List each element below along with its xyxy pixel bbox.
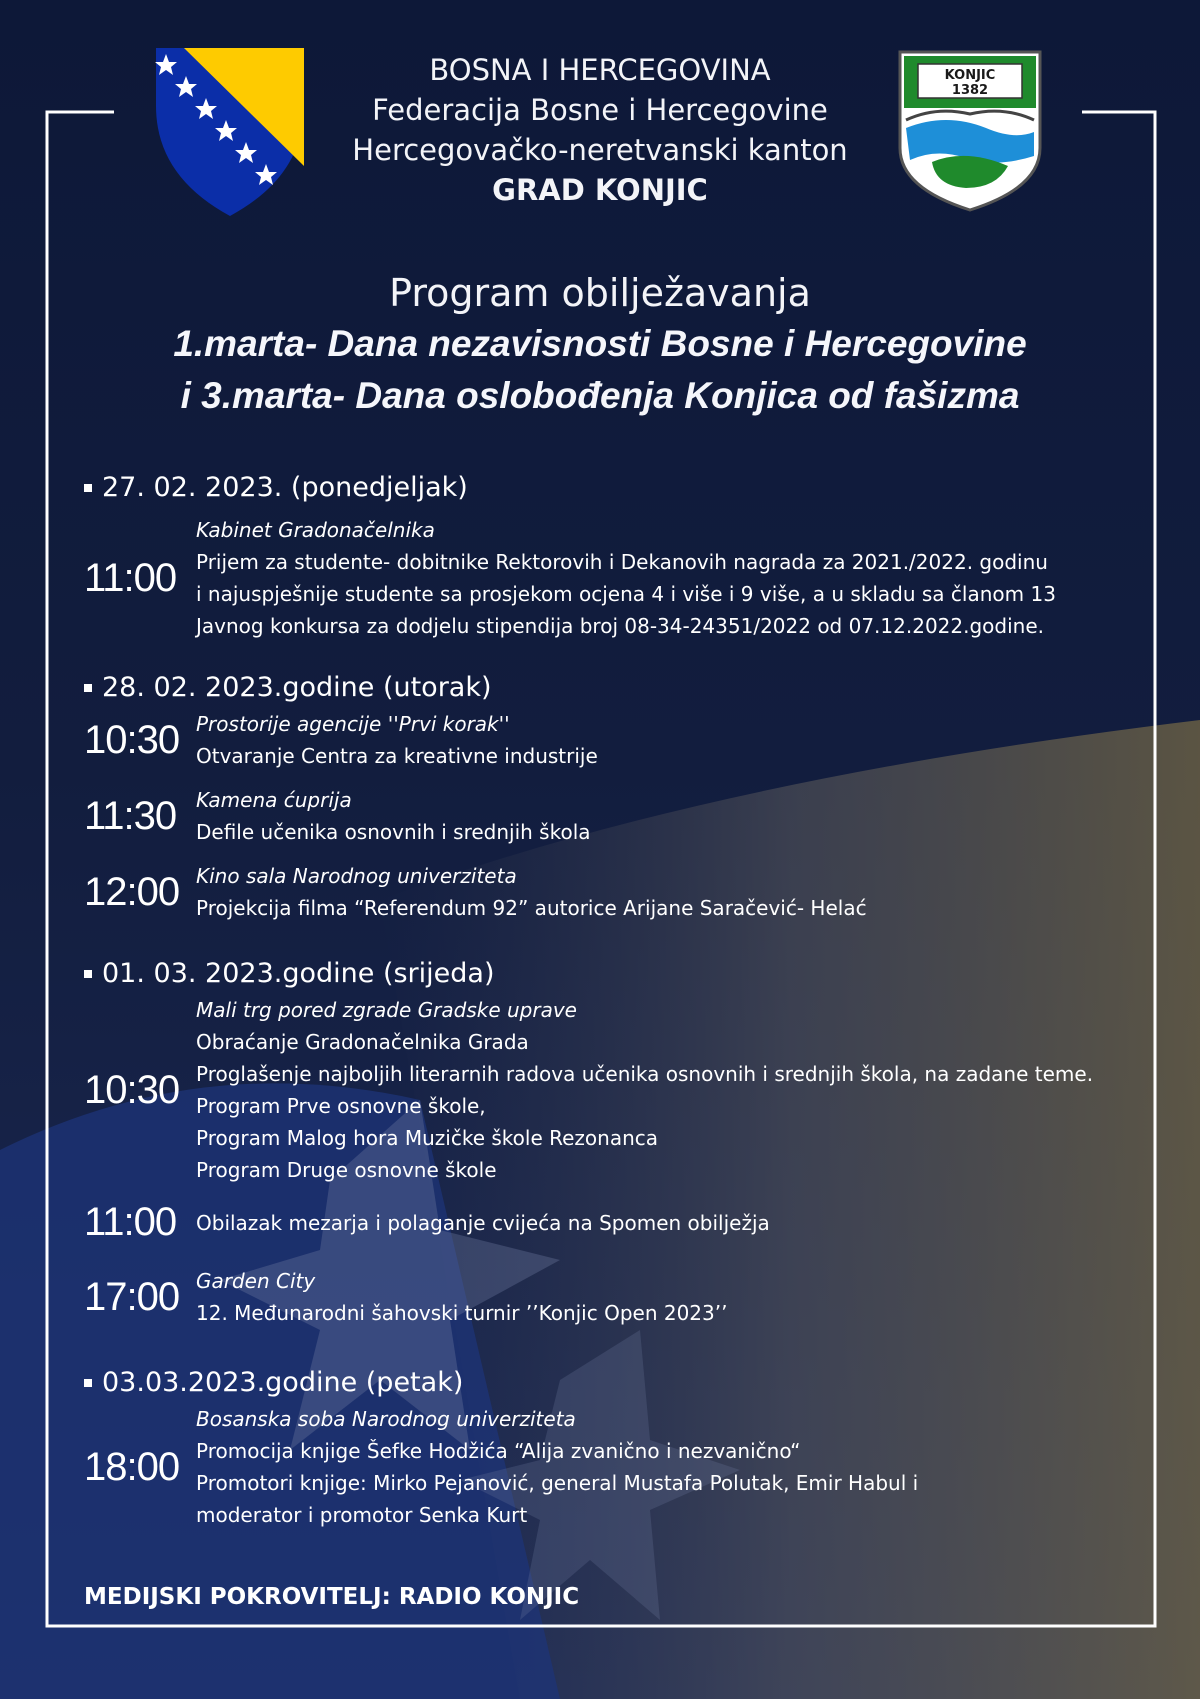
header-city: GRAD KONJIC <box>492 173 708 207</box>
event-location: Garden City <box>196 1269 316 1293</box>
event-item <box>84 994 1124 1186</box>
konjic-emblem-icon <box>896 48 1044 214</box>
event-time: 17:00 <box>84 1274 180 1319</box>
event-description-line: Program Prve osnovne škole, <box>196 1094 486 1118</box>
event-time: 11:00 <box>84 555 177 600</box>
day-heading <box>84 1363 1124 1403</box>
day-section <box>84 468 1124 642</box>
day-section <box>84 668 1124 924</box>
bullet-icon <box>84 1379 92 1387</box>
program-schedule <box>84 468 1124 1531</box>
title-line-2: i 3.marta- Dana oslobođenja Konjica od fašizma <box>180 375 1020 416</box>
event-time: 11:00 <box>84 1200 177 1244</box>
event-description-line: Otvaranje Centra za kreativne industrije <box>196 744 598 768</box>
event-time: 18:00 <box>84 1444 180 1489</box>
event-location: Prostorije agencije ''Prvi korak'' <box>196 712 510 736</box>
emblem-text-year: 1382 <box>951 83 989 98</box>
event-description-line: Promocija knjige Šefke Hodžića “Alija zvanično i nezvanično“ <box>196 1439 801 1463</box>
event-item <box>84 784 1124 848</box>
bullet-icon <box>84 970 92 978</box>
bullet-icon <box>84 484 92 492</box>
event-description-line: Program Druge osnovne škole <box>196 1158 497 1182</box>
event-description-line: Program Malog hora Muzičke škole Rezonanca <box>196 1126 659 1150</box>
event-description-line: moderator i promotor Senka Kurt <box>196 1503 528 1527</box>
day-heading <box>84 468 1124 508</box>
event-description-line: i najuspješnije studente sa prosjekom ocjena 4 i više i 9 više, a u skladu sa članom 13 <box>196 582 1056 606</box>
event-item <box>84 1265 1124 1329</box>
event-location: Kino sala Narodnog univerziteta <box>196 864 517 888</box>
day-date: 03.03.2023.godine (petak) <box>102 1367 464 1398</box>
day-heading <box>84 668 1124 708</box>
event-item <box>84 514 1124 642</box>
event-item <box>84 860 1124 924</box>
event-time: 10:30 <box>84 717 180 762</box>
event-description-line: Obraćanje Gradonačelnika Grada <box>196 1030 529 1054</box>
day-date: 28. 02. 2023.godine (utorak) <box>102 672 492 703</box>
event-description-line: Obilazak mezarja i polaganje cvijeća na Spomen obilježja <box>196 1210 770 1235</box>
event-description-line: Javnog konkursa za dodjelu stipendija broj 08-34-24351/2022 od 07.12.2022.godine. <box>196 614 1044 638</box>
media-sponsor: MEDIJSKI POKROVITELJ: RADIO KONJIC <box>84 1584 580 1610</box>
event-time: 10:30 <box>84 1067 180 1112</box>
event-location: Kabinet Gradonačelnika <box>196 518 435 542</box>
event-description-line: Proglašenje najboljih literarnih radova učenika osnovnih i srednjih škola, na zadane teme. <box>196 1062 1094 1086</box>
event-description-line: Defile učenika osnovnih i srednjih škola <box>196 820 591 844</box>
day-section <box>84 954 1124 1329</box>
event-description-line: Prijem za studente- dobitnike Rektorovih i Dekanovih nagrada za 2021./2022. godinu <box>196 550 1048 574</box>
header-country: BOSNA I HERCEGOVINA <box>429 53 771 87</box>
event-item <box>84 1403 1124 1531</box>
day-date: 01. 03. 2023.godine (srijeda) <box>102 958 495 989</box>
emblem-text-name: KONJIC <box>944 68 996 83</box>
event-description-line: 12. Međunarodni šahovski turnir ’’Konjic Open 2023’’ <box>196 1301 728 1325</box>
day-heading <box>84 954 1124 994</box>
title-main: Program obilježavanja <box>389 271 811 315</box>
bullet-icon <box>84 684 92 692</box>
program-title <box>40 268 1160 422</box>
event-description-line: Promotori knjige: Mirko Pejanović, general Mustafa Polutak, Emir Habul i <box>196 1471 919 1495</box>
event-item <box>84 1200 1124 1245</box>
title-line-1: 1.marta- Dana nezavisnosti Bosne i Hercegovine <box>173 323 1027 364</box>
day-date: 27. 02. 2023. (ponedjeljak) <box>102 472 468 503</box>
event-description-line: Projekcija filma “Referendum 92” autorice Arijane Saračević- Helać <box>196 896 867 920</box>
event-item <box>84 708 1124 772</box>
event-location: Mali trg pored zgrade Gradske uprave <box>196 998 577 1022</box>
event-location: Bosanska soba Narodnog univerziteta <box>196 1407 576 1431</box>
header-federation: Federacija Bosne i Hercegovine <box>372 93 828 127</box>
event-time: 12:00 <box>84 869 180 914</box>
day-section <box>84 1363 1124 1531</box>
event-time: 11:30 <box>84 793 177 838</box>
header-canton: Hercegovačko-neretvanski kanton <box>352 133 848 167</box>
header <box>300 50 900 210</box>
bih-coat-of-arms-icon <box>154 46 306 218</box>
event-location: Kamena ćuprija <box>196 788 352 812</box>
